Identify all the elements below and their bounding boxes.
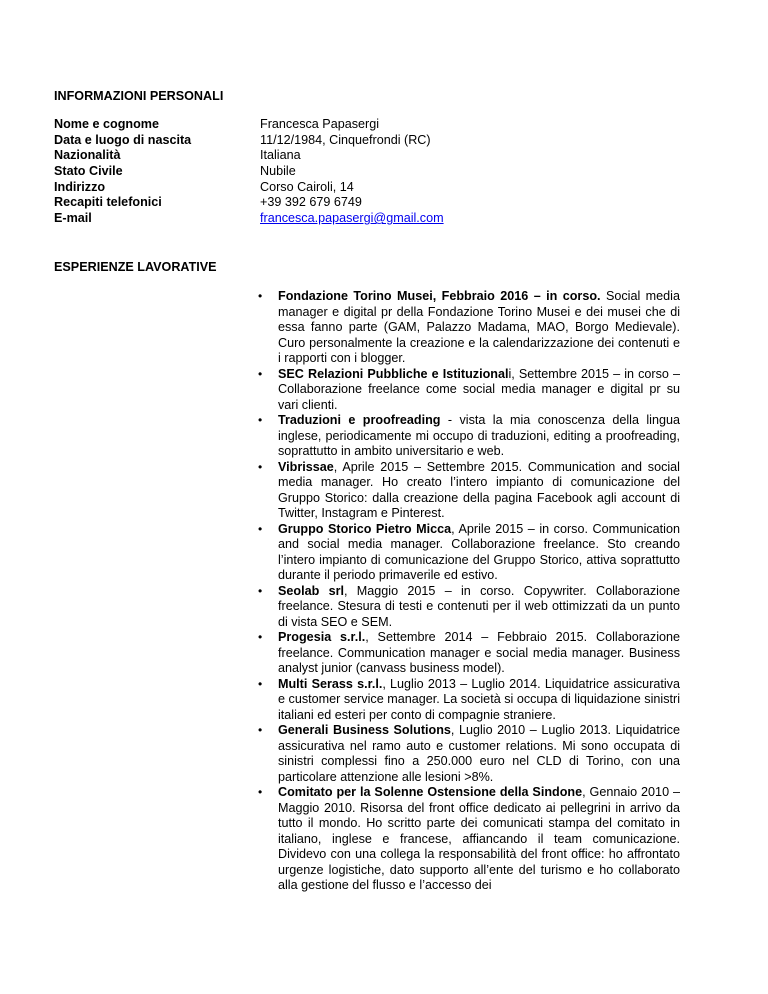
bullet-icon: • <box>258 289 263 303</box>
bullet-icon: • <box>258 630 263 644</box>
list-item: • SEC Relazioni Pubbliche e Istituzionali, Settembre 2015 – in corso – Collaborazione freelance come social media manager e digital pr su vari clienti. <box>258 366 680 412</box>
personal-values <box>260 117 700 227</box>
email-link[interactable]: francesca.papasergi@gmail.com <box>260 211 444 226</box>
field-value-civil-status: Nubile <box>260 164 296 179</box>
field-value-phone: +39 392 679 6749 <box>260 195 362 210</box>
field-label-nationality: Nazionalità <box>54 148 121 163</box>
list-item: • Comitato per la Solenne Ostensione della Sindone, Gennaio 2010 – Maggio 2010. Risorsa del front office dedicato ai pellegrini in arrivo da tutto il mondo. Ho scritto parte dei comunicati stampa del comitato in italiano, inglese e francese, affiancando il team comunicazione. Dividevo con una collega la responsabilità del front office: ho affrontato urgenze logistiche, dato supporto all’ente del turismo e ho collaborato alla gestione del flusso e l’accesso dei <box>258 785 680 892</box>
bullet-icon: • <box>258 459 263 474</box>
field-value-name: Francesca Papasergi <box>260 117 380 131</box>
bullet-icon: • <box>258 583 263 598</box>
list-item: • Progesia s.r.l., Settembre 2014 – Febbraio 2015. Collaborazione freelance. Communication manager e social media manager. Business analyst junior (canvass business model). <box>258 630 681 675</box>
bullet-icon: • <box>258 723 263 737</box>
field-value-address: Corso Cairoli, 14 <box>260 179 354 194</box>
field-label-name: Nome e cognome <box>54 117 159 131</box>
field-value-birth: 11/12/1984, Cinquefrondi (RC) <box>260 132 431 147</box>
personal-info-heading: INFORMAZIONI PERSONALI <box>54 89 224 103</box>
list-item: • Seolab srl, Maggio 2015 – in corso. Copywriter. Collaborazione freelance. Stesura di testi e contenuti per il web ottimizzati da un punto di vista SEO e SEM. <box>258 583 680 629</box>
bullet-icon: • <box>258 521 263 536</box>
field-label-email: E-mail <box>54 211 92 226</box>
field-label-civil-status: Stato Civile <box>54 164 123 179</box>
bullet-icon: • <box>258 676 263 691</box>
personal-labels <box>54 117 254 227</box>
field-label-birth: Data e luogo di nascita <box>54 132 192 147</box>
field-label-address: Indirizzo <box>54 179 106 194</box>
bullet-icon: • <box>258 785 263 799</box>
list-item: • Fondazione Torino Musei, Febbraio 2016 – in corso. Social media manager e digital pr della Fondazione Torino Musei e dei musei che di essa fanno parte (GAM, Palazzo Madama, MAO, Borgo Medievale). Curo personalmente la creazione e la calendarizzazione dei contenuti e i rapporti con i blogger. <box>258 289 680 365</box>
list-item: • Gruppo Storico Pietro Micca, Aprile 2015 – in corso. Communication and social media manager. Collaborazione freelance. Sto creando l’intero impianto di comunicazione del Gruppo Storico, attiva soprattutto durante il periodo primaverile ed estivo. <box>258 521 680 582</box>
list-item: • Multi Serass s.r.l., Luglio 2013 – Luglio 2014. Liquidatrice assicurativa e customer service manager. La società si occupa di liquidazione sinistri italiani ed esteri per conto di compagnie straniere. <box>258 676 680 722</box>
list-item: • Generali Business Solutions, Luglio 2010 – Luglio 2013. Liquidatrice assicurativa nel ramo auto e customer relations. Mi sono occupata di sinistri complessi fino a 250.000 euro nel CLD di Torino, con una particolare attenzione alle lesioni >8%. <box>258 723 680 784</box>
field-label-phone: Recapiti telefonici <box>54 195 162 210</box>
experience-heading: ESPERIENZE LAVORATIVE <box>54 260 217 274</box>
bullet-icon: • <box>258 366 263 381</box>
bullet-icon: • <box>258 413 263 427</box>
list-item: • Vibrissae, Aprile 2015 – Settembre 2015. Communication and social media manager. Ho creato l’intero impianto di comunicazione del Gruppo Storico: dalla creazione della pagina Facebook agli account di Twitter, Instagram e Pinterest. <box>258 459 680 520</box>
experience-list <box>258 289 681 894</box>
list-item: • Traduzioni e proofreading - vista la mia conoscenza della lingua inglese, periodicamente mi occupo di traduzioni, editing a proofreading, soprattutto in ambito universitario e web. <box>258 413 680 458</box>
field-value-nationality: Italiana <box>260 148 301 163</box>
